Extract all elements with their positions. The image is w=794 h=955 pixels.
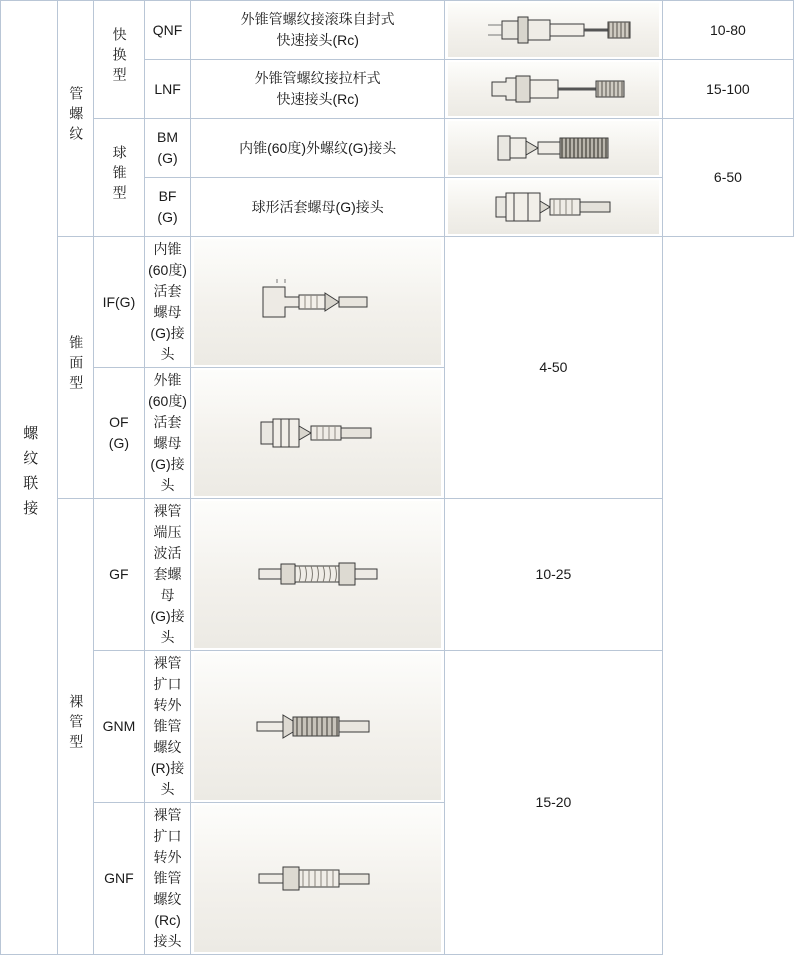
size-text: 4-50 xyxy=(539,359,568,375)
code-cell-lnf xyxy=(144,60,191,119)
code-line-1: BM xyxy=(157,129,179,145)
size-cell-6-50 xyxy=(662,119,793,237)
type-label: 快换型 xyxy=(111,26,128,87)
family-label: 管螺纹 xyxy=(68,85,85,146)
table-row xyxy=(1,368,794,499)
desc-line-2: 快速接头(Rc) xyxy=(276,32,359,48)
desc-line-1: 内锥(60度)活套螺母(G)接头 xyxy=(148,241,187,362)
size-cell-10-80 xyxy=(662,1,793,60)
code-text: IF(G) xyxy=(102,293,136,310)
size-text: 10-80 xyxy=(710,21,746,38)
code-cell-gf xyxy=(94,499,145,651)
code-cell-of xyxy=(94,368,145,499)
image-cell-of xyxy=(191,368,445,499)
desc-line-1: 裸管扩口转外锥管螺纹 xyxy=(153,655,182,755)
desc-cell-qnf xyxy=(191,1,445,60)
group-label-cell xyxy=(1,1,58,955)
image-cell-qnf xyxy=(445,1,663,60)
type-cell-ball-cone xyxy=(94,119,145,237)
code-cell-bf xyxy=(144,178,191,237)
size-cell-4-50 xyxy=(445,237,663,499)
desc-cell-bf xyxy=(191,178,445,237)
image-cell-gnm xyxy=(191,651,445,803)
code-text: GF xyxy=(109,566,129,582)
desc-line-1: 裸管扩口转外锥管螺纹 xyxy=(153,807,182,907)
size-text: 15-20 xyxy=(535,794,572,810)
image-cell-gf xyxy=(191,499,445,651)
bare-pipe-flare-to-female-taper-thread-icon xyxy=(194,805,441,952)
code-line-1: OF xyxy=(109,414,129,430)
quick-coupling-pull-rod-icon xyxy=(448,62,659,116)
code-text: QNF xyxy=(152,21,183,38)
code-line-2: (G) xyxy=(157,150,178,166)
code-line-2: (G) xyxy=(108,435,130,451)
type-cell-quick-change xyxy=(94,1,145,119)
code-cell-if xyxy=(94,237,145,368)
code-text: LNF xyxy=(154,80,181,97)
inner-cone-male-thread-fitting-icon xyxy=(448,121,659,175)
type-cell-bare-pipe xyxy=(58,499,94,955)
bare-pipe-corrugated-union-nut-icon xyxy=(194,501,441,648)
family-label-cell xyxy=(58,1,94,237)
outer-cone-union-nut-fitting-icon xyxy=(194,370,441,496)
desc-line-1: 外锥(60度)活套螺母(G)接头 xyxy=(148,372,187,493)
desc-cell-gnf xyxy=(144,803,191,955)
table-row xyxy=(1,237,794,368)
code-cell-gnf xyxy=(94,803,145,955)
table-row xyxy=(1,1,794,60)
image-cell-bm xyxy=(445,119,663,178)
inner-cone-union-nut-fitting-icon xyxy=(194,239,441,365)
code-text: GNF xyxy=(104,870,134,886)
image-cell-if xyxy=(191,237,445,368)
type-label: 球锥型 xyxy=(111,144,128,205)
table-row xyxy=(1,651,794,803)
table-row xyxy=(1,119,794,178)
table-row xyxy=(1,499,794,651)
size-cell-10-25 xyxy=(445,499,663,651)
code-cell-bm xyxy=(144,119,191,178)
ball-union-nut-fitting-icon xyxy=(448,180,659,234)
desc-line-1: 裸管端压波活套螺母 xyxy=(153,503,182,603)
image-cell-gnf xyxy=(191,803,445,955)
desc-line-2: 快速接头(Rc) xyxy=(276,91,359,107)
group-label: 螺纹联接 xyxy=(21,424,39,525)
desc-line-1: 内锥(60度)外螺纹(G)接头 xyxy=(239,139,397,156)
desc-line-1: 球形活套螺母(G)接头 xyxy=(251,198,384,215)
quick-coupling-ball-lock-icon xyxy=(448,3,659,57)
code-line-2: (G) xyxy=(157,209,178,225)
size-cell-15-20 xyxy=(445,651,663,955)
bare-pipe-flare-to-male-taper-thread-icon xyxy=(194,653,441,800)
desc-line-2: (R)接头 xyxy=(150,760,185,797)
desc-cell-bm xyxy=(191,119,445,178)
code-cell-gnm xyxy=(94,651,145,803)
size-text: 10-25 xyxy=(535,566,572,582)
type-label: 锥面型 xyxy=(68,334,85,395)
size-cell-15-100 xyxy=(662,60,793,119)
type-label: 裸管型 xyxy=(68,693,85,754)
desc-cell-gnm xyxy=(144,651,191,803)
desc-line-2: (G)接头 xyxy=(150,608,185,645)
desc-cell-gf xyxy=(144,499,191,651)
desc-cell-if xyxy=(144,237,191,368)
code-cell-qnf xyxy=(144,1,191,60)
desc-cell-lnf xyxy=(191,60,445,119)
size-text: 6-50 xyxy=(713,169,742,185)
desc-line-1: 外锥管螺纹接滚珠自封式 xyxy=(240,11,395,27)
code-text: GNM xyxy=(102,718,136,734)
code-line-1: BF xyxy=(158,188,177,204)
image-cell-lnf xyxy=(445,60,663,119)
type-cell-cone-face xyxy=(58,237,94,499)
image-cell-bf xyxy=(445,178,663,237)
desc-line-2: (Rc)接头 xyxy=(153,912,182,949)
size-text: 15-100 xyxy=(706,80,750,97)
desc-cell-of xyxy=(144,368,191,499)
desc-line-1: 外锥管螺纹接拉杆式 xyxy=(254,70,381,86)
table-row xyxy=(1,803,794,955)
